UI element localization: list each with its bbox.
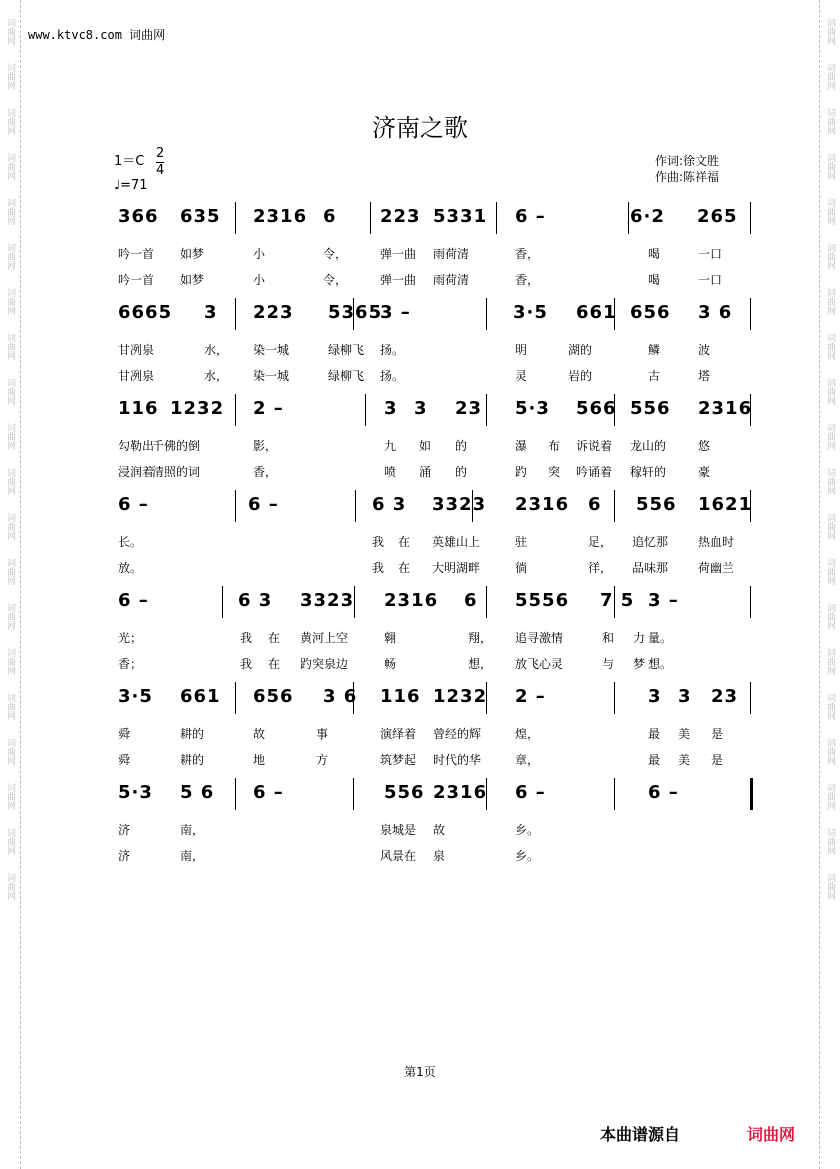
watermark-text: 词曲网 [825,63,835,90]
lyric-word: 弹一曲 [380,273,417,287]
lyric-word: 济 [118,823,131,837]
bar-line [370,202,371,234]
lyric-word: 翱 [384,631,397,645]
lyric-word: 泉城是 [380,823,417,837]
lyric-word: 乡。 [515,823,540,837]
watermark-text: 词曲网 [825,783,835,810]
lyric-word: 徉， [588,561,613,575]
lyric-word: 灵 [515,369,528,383]
lyric-word: 英雄山上 [432,535,481,549]
lyric-line-2 [118,655,758,675]
note-group: 223 [380,206,421,227]
lyric-word: 驻 [515,535,528,549]
note-group: 2 – [515,686,546,707]
lyric-word: 香， [253,465,278,479]
bar-line [222,586,223,618]
watermark-text: 词曲网 [825,828,835,855]
lyric-word: 追忆那 [632,535,669,549]
bar-line [496,202,497,234]
lyric-word: 雨荷清 [433,247,470,261]
lyric-word: 事 [316,727,329,741]
watermark-text: 词曲网 [5,198,15,225]
lyric-line-2 [118,751,758,771]
lyric-word: 故 [253,727,266,741]
lyric-word: 热血时 [698,535,735,549]
lyric-word: 长。 [118,535,143,549]
song-title: 济南之歌 [372,114,468,142]
lyric-word: 稼轩的 [630,465,667,479]
bar-line [486,298,487,330]
bar-line [486,394,487,426]
lyric-word: 吟一首 [118,273,155,287]
bar-line [235,490,236,522]
watermark-text: 词曲网 [5,243,15,270]
note-group: 656 [630,302,671,323]
lyric-word: 的 [455,439,468,453]
lyric-word: 是 [711,727,724,741]
note-group: 3·5 [513,302,548,323]
note-group: 3 [384,398,398,419]
site-url: www.ktvc8.com 词曲网 [28,28,166,42]
lyric-word: 故 [433,823,446,837]
lyric-word: 济 [118,849,131,863]
note-group: 6 – [515,782,546,803]
lyric-line-2 [118,271,758,291]
footer-source-label: 本曲谱源自 [600,1125,681,1144]
note-group: 635 [180,206,221,227]
watermark-text: 词曲网 [5,153,15,180]
watermark-text: 词曲网 [825,288,835,315]
lyric-word: 扬。 [380,369,405,383]
watermark-text: 词曲网 [825,693,835,720]
note-group: 2316 [515,494,570,515]
lyric-word: 煌， [515,727,540,741]
lyric-word: 雨荷清 [433,273,470,287]
note-group: 566 [576,398,617,419]
lyric-word: 甘冽泉 [118,369,155,383]
watermark-text: 词曲网 [5,18,15,45]
bar-line [750,682,751,714]
lyric-word: 突 [548,465,561,479]
note-group: 223 [253,302,294,323]
lyric-line-1 [118,245,758,265]
lyric-word: 我 [240,631,253,645]
note-group: 5331 [433,206,488,227]
lyric-word: 美 [678,727,691,741]
lyric-word: 水， [204,369,229,383]
bar-line [235,778,236,810]
page-number: 第1页 [404,1065,436,1079]
note-group: 6 [323,206,337,227]
note-group: 116 [380,686,421,707]
lyric-word: 趵 [515,465,528,479]
note-group: 5·3 [118,782,153,803]
lyric-word: 水， [204,343,229,357]
bar-line [614,682,615,714]
lyric-word: 绿柳飞 [328,369,365,383]
lyric-word: 光； [118,631,143,645]
lyric-word: 风景在 [380,849,417,863]
watermark-text: 词曲网 [825,333,835,360]
watermark-text: 词曲网 [5,63,15,90]
lyric-line-2 [118,847,758,867]
bar-line [486,586,487,618]
bar-line [353,778,354,810]
note-group: 7 5 [600,590,635,611]
watermark-text: 词曲网 [5,558,15,585]
lyric-word: 勾勒出 [118,439,155,453]
watermark-text: 词曲网 [825,603,835,630]
watermark-text: 词曲网 [5,333,15,360]
lyric-word: 甘冽泉 [118,343,155,357]
bar-line [628,202,629,234]
lyric-word: 与 [602,657,615,671]
lyric-word: 如 [419,439,432,453]
note-group: 3 [648,686,662,707]
note-group: 2316 [253,206,308,227]
note-group: 3 [204,302,218,323]
lyric-word: 趵突泉边 [300,657,349,671]
lyric-word: 岩的 [568,369,593,383]
lyric-line-1 [118,533,758,553]
note-group: 265 [697,206,738,227]
note-group: 6 – [248,494,279,515]
lyric-word: 畅 [384,657,397,671]
note-group: 1621 [698,494,753,515]
note-group: 661 [576,302,617,323]
note-group: 3·5 [118,686,153,707]
lyric-word: 翔， [468,631,493,645]
lyric-word: 香； [118,657,143,671]
lyric-word: 品味那 [632,561,669,575]
lyric-word: 筑梦起 [380,753,417,767]
watermark-text: 词曲网 [5,108,15,135]
note-group: 3 [414,398,428,419]
lyric-word: 香， [515,273,540,287]
watermark-text: 词曲网 [5,378,15,405]
lyric-word: 香， [515,247,540,261]
left-watermark-strip [0,0,21,1169]
note-group: 3 6 [698,302,733,323]
note-group: 3 – [380,302,411,323]
lyric-word: 我 [240,657,253,671]
note-group: 556 [636,494,677,515]
watermark-text: 词曲网 [5,648,15,675]
bar-line [355,490,356,522]
bar-line [750,202,751,234]
lyric-word: 在 [268,657,281,671]
lyric-word: 弹一曲 [380,247,417,261]
note-group: 5556 [515,590,570,611]
lyric-word: 南， [180,849,205,863]
lyric-word: 地 [253,753,266,767]
note-group: 5·3 [515,398,550,419]
lyric-word: 放。 [118,561,143,575]
note-group: 2316 [384,590,439,611]
note-group: 6 – [118,590,149,611]
watermark-text: 词曲网 [5,873,15,900]
lyric-line-2 [118,559,758,579]
lyric-word: 龙山的 [630,439,667,453]
lyric-word: 布 [548,439,561,453]
lyric-word: 清照的词 [152,465,201,479]
lyric-word: 曾经的辉 [433,727,482,741]
lyric-line-1 [118,629,758,649]
lyric-line-2 [118,463,758,483]
lyric-word: 我 [372,535,385,549]
lyric-word: 是 [711,753,724,767]
lyric-word: 悠 [698,439,711,453]
final-bar-line [750,778,753,810]
note-group: 6 [464,590,478,611]
lyric-word: 染一城 [253,369,290,383]
watermark-text: 词曲网 [5,738,15,765]
lyric-word: 染一城 [253,343,290,357]
lyric-word: 章， [515,753,540,767]
lyric-word: 湖的 [568,343,593,357]
watermark-text: 词曲网 [5,828,15,855]
lyric-word: 想， [468,657,493,671]
lyric-word: 最 [648,753,661,767]
note-group: 656 [253,686,294,707]
watermark-text: 词曲网 [825,18,835,45]
time-signature [156,146,164,179]
bar-line [750,298,751,330]
lyric-word: 一口 [698,273,723,287]
lyric-word: 明 [515,343,528,357]
note-group: 3323 [432,494,487,515]
note-group: 23 [711,686,739,707]
lyric-word: 塔 [698,369,711,383]
lyric-line-2 [118,367,758,387]
score-row [118,390,753,430]
note-group: 2316 [433,782,488,803]
lyric-word: 的 [455,465,468,479]
lyric-word: 如梦 [180,273,205,287]
note-group: 6 3 [372,494,407,515]
lyric-word: 荷幽兰 [698,561,735,575]
watermark-text: 词曲网 [825,153,835,180]
note-group: 6·2 [630,206,665,227]
lyric-word: 舜 [118,727,131,741]
note-group: 23 [455,398,483,419]
note-group: 2 – [253,398,284,419]
note-group: 5 6 [180,782,215,803]
right-watermark-strip [819,0,840,1169]
lyricist: 作词:徐文胜 [655,154,720,168]
lyric-word: 如梦 [180,247,205,261]
note-group: 3323 [300,590,355,611]
lyric-word: 浸润着 [118,465,155,479]
lyric-word: 鳞 [648,343,661,357]
watermark-text: 词曲网 [825,243,835,270]
lyric-word: 耕的 [180,753,205,767]
time-signature-top: 2 [156,146,165,161]
watermark-text: 词曲网 [5,513,15,540]
note-group: 1232 [170,398,225,419]
lyric-line-1 [118,341,758,361]
lyric-word: 大明湖畔 [432,561,481,575]
lyric-word: 喷 [384,465,397,479]
bar-line [235,202,236,234]
note-group: 556 [630,398,671,419]
watermark-text: 词曲网 [825,648,835,675]
lyric-word: 追寻激情 [515,631,564,645]
bar-line [365,394,366,426]
lyric-word: 豪 [698,465,711,479]
lyric-word: 方 [316,753,329,767]
note-group: 366 [118,206,159,227]
lyric-word: 我 [372,561,385,575]
lyric-word: 时代的华 [433,753,482,767]
lyric-word: 舜 [118,753,131,767]
lyric-word: 在 [398,561,411,575]
bar-line [235,298,236,330]
note-group: 3 – [648,590,679,611]
note-group: 6 – [118,494,149,515]
score-row [118,294,753,334]
footer-site-logo: 词曲网 [747,1125,796,1144]
bar-line [235,682,236,714]
time-signature-bottom: 4 [156,163,165,178]
note-group: 3 [678,686,692,707]
lyric-word: 演绎着 [380,727,417,741]
bar-line [614,778,615,810]
tempo-marking: ♩=71 [114,178,148,193]
lyric-word: 诉说着 [576,439,613,453]
note-group: 5365 [328,302,383,323]
lyric-word: 一口 [698,247,723,261]
note-group: 6 3 [238,590,273,611]
lyric-word: 量。 [648,631,673,645]
watermark-text: 词曲网 [825,558,835,585]
score-row [118,486,753,526]
bar-line [354,586,355,618]
watermark-text: 词曲网 [5,288,15,315]
lyric-word: 涌 [419,465,432,479]
lyric-word: 绿柳飞 [328,343,365,357]
note-group: 3 6 [323,686,358,707]
note-group: 6 – [515,206,546,227]
lyric-word: 在 [268,631,281,645]
watermark-text: 词曲网 [825,513,835,540]
lyric-word: 放飞心灵 [515,657,564,671]
lyric-word: 吟一首 [118,247,155,261]
lyric-word: 和 [602,631,615,645]
lyric-word: 吟诵着 [576,465,613,479]
watermark-text: 词曲网 [825,108,835,135]
note-group: 6 – [648,782,679,803]
score-row [118,774,753,814]
lyric-word: 波 [698,343,711,357]
lyric-word: 九 [384,439,397,453]
watermark-text: 词曲网 [5,423,15,450]
note-group: 116 [118,398,159,419]
lyric-word: 千佛的倒 [152,439,201,453]
note-group: 661 [180,686,221,707]
lyric-word: 瀑 [515,439,528,453]
watermark-text: 词曲网 [825,468,835,495]
note-group: 6665 [118,302,173,323]
score-row [118,198,753,238]
bar-line [614,490,615,522]
lyric-word: 足， [588,535,613,549]
lyric-word: 徜 [515,561,528,575]
lyric-word: 泉 [433,849,446,863]
lyric-word: 南， [180,823,205,837]
score-row [118,678,753,718]
lyric-word: 梦 [633,657,646,671]
lyric-line-1 [118,437,758,457]
lyric-word: 扬。 [380,343,405,357]
watermark-text: 词曲网 [825,423,835,450]
lyric-word: 美 [678,753,691,767]
lyric-word: 影， [253,439,278,453]
watermark-text: 词曲网 [825,198,835,225]
lyric-word: 古 [648,369,661,383]
note-group: 6 [588,494,602,515]
lyric-word: 令， [323,247,348,261]
note-group: 6 – [253,782,284,803]
lyric-word: 乡。 [515,849,540,863]
lyric-word: 力 [633,631,646,645]
lyric-word: 最 [648,727,661,741]
lyric-word: 喝 [648,247,661,261]
bar-line [750,586,751,618]
watermark-text: 词曲网 [825,378,835,405]
watermark-text: 词曲网 [825,738,835,765]
key-signature: 1＝C [114,154,145,169]
lyric-line-1 [118,821,758,841]
watermark-text: 词曲网 [5,783,15,810]
lyric-word: 令， [323,273,348,287]
lyric-word: 小 [253,247,266,261]
watermark-text: 词曲网 [5,693,15,720]
score-row [118,582,753,622]
lyric-word: 在 [398,535,411,549]
lyric-word: 黄河上空 [300,631,349,645]
watermark-text: 词曲网 [5,603,15,630]
watermark-text: 词曲网 [5,468,15,495]
lyric-word: 耕的 [180,727,205,741]
note-group: 556 [384,782,425,803]
lyric-word: 喝 [648,273,661,287]
credits [655,153,719,185]
watermark-text: 词曲网 [825,873,835,900]
composer: 作曲:陈祥福 [655,170,720,184]
lyric-word: 小 [253,273,266,287]
lyric-word: 想。 [648,657,673,671]
lyric-line-1 [118,725,758,745]
note-group: 2316 [698,398,753,419]
bar-line [235,394,236,426]
note-group: 1232 [433,686,488,707]
